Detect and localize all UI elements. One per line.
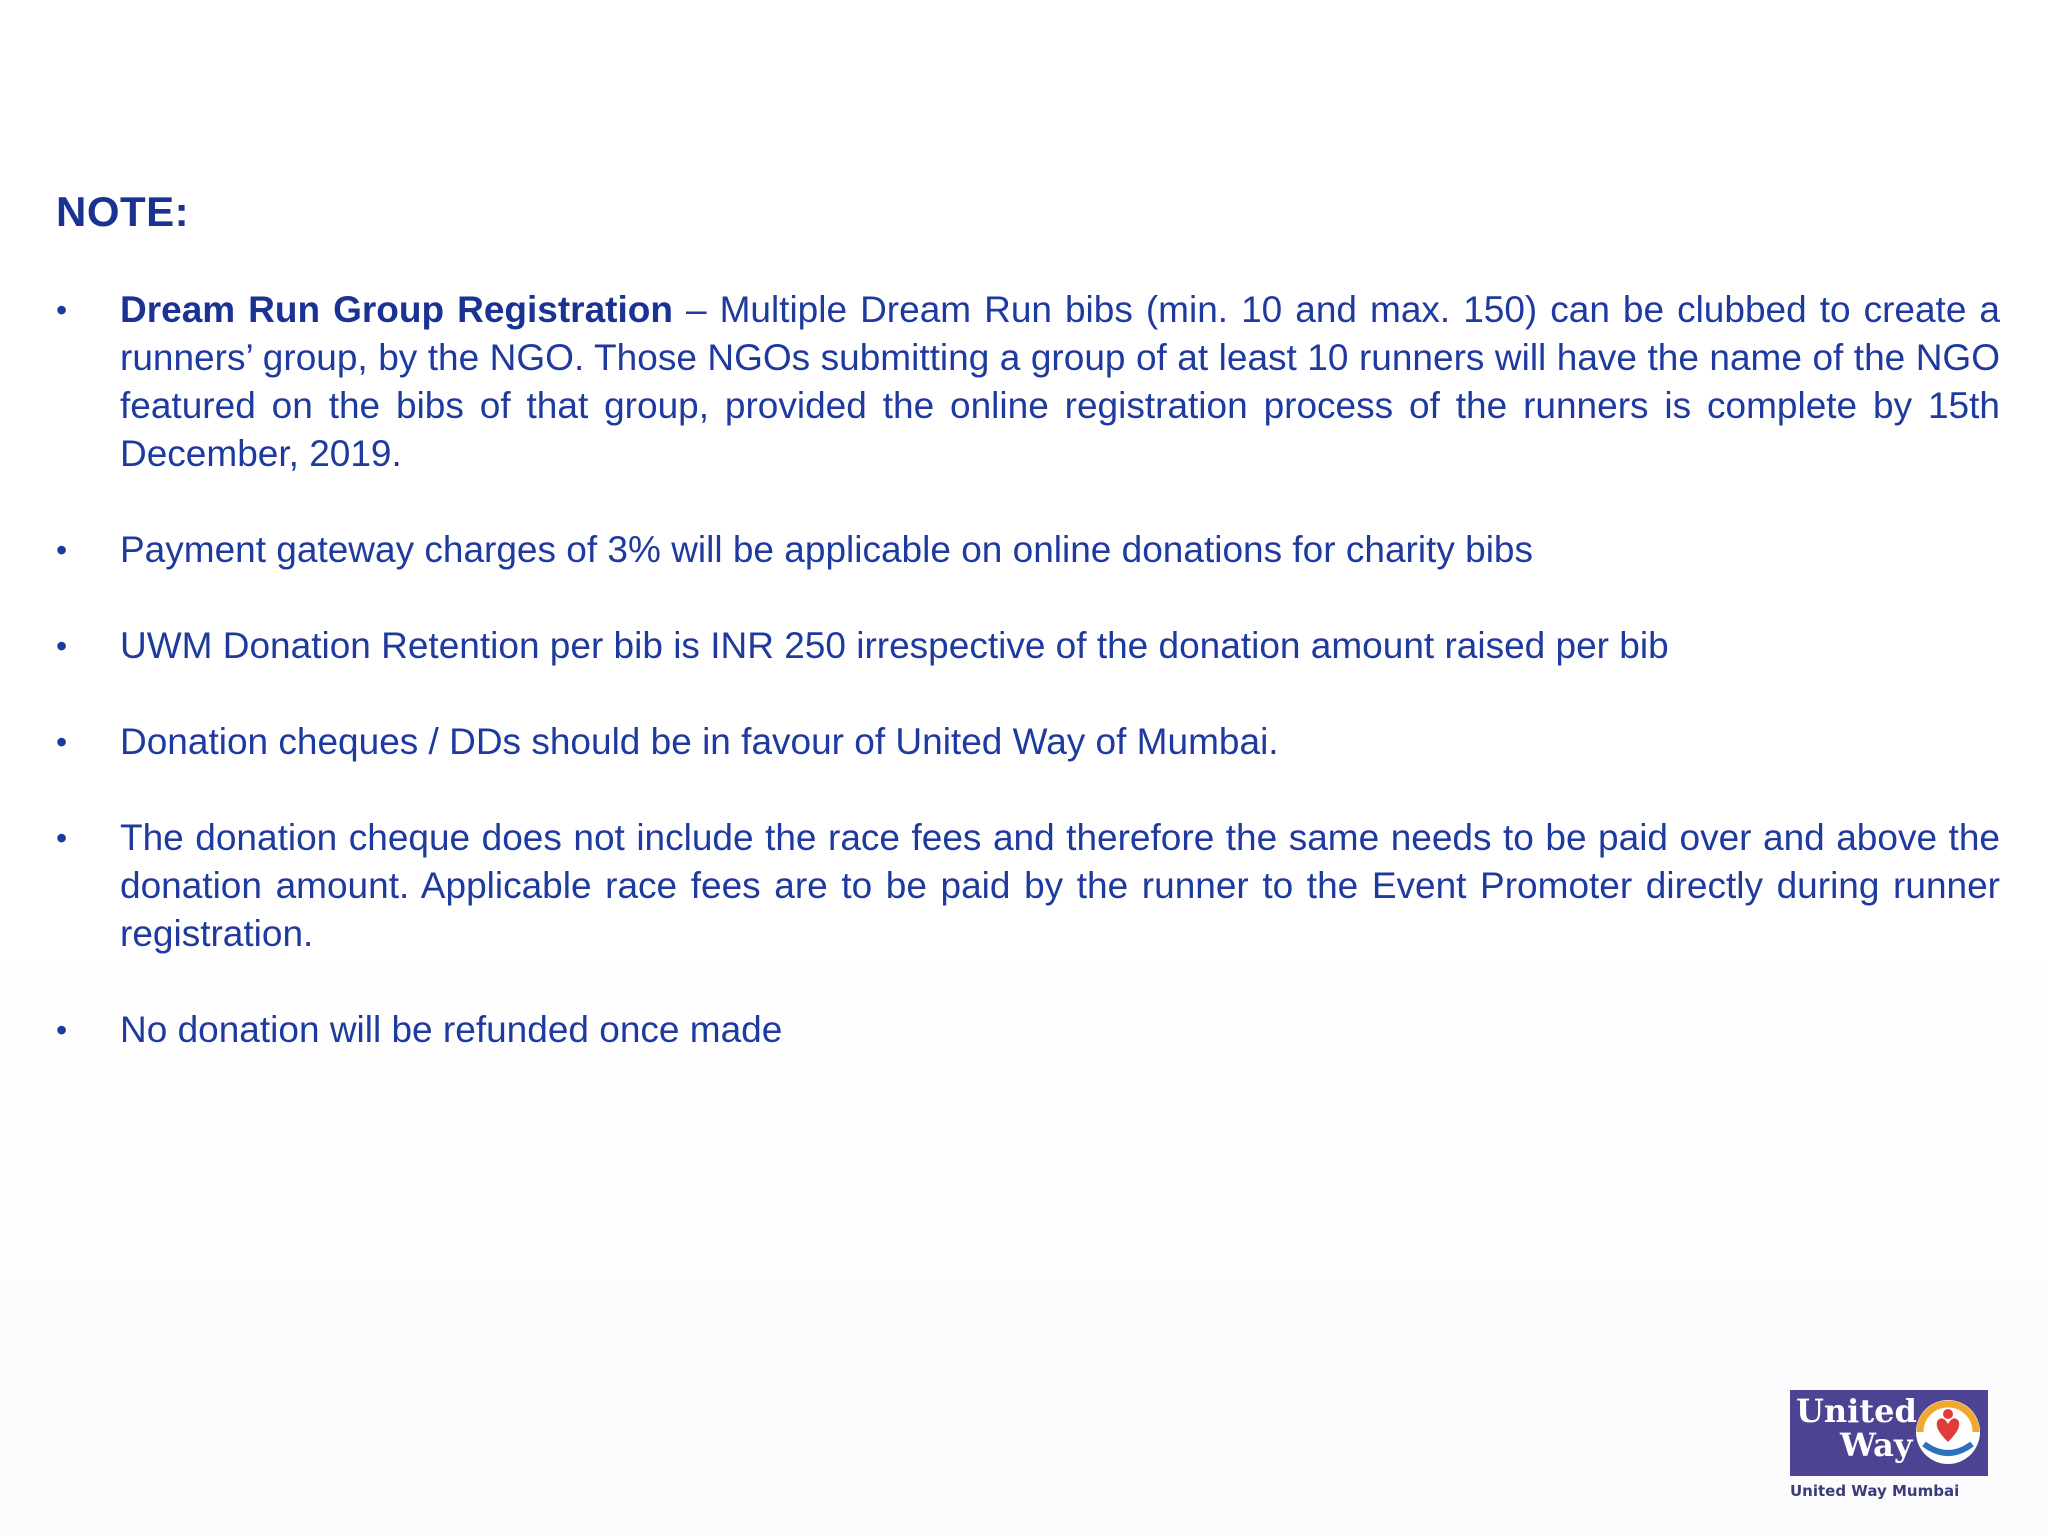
note-item-group-registration — [56, 286, 2000, 478]
note-item-no-refund — [56, 1006, 2000, 1054]
note-item-donation-retention — [56, 622, 2000, 670]
note-lead-text: Dream Run Group Registration — [120, 289, 673, 330]
bullet: • — [56, 1012, 68, 1048]
united-way-emblem-icon — [1912, 1396, 1984, 1468]
note-text: UWM Donation Retention per bib is INR 250 irrespective of the donation amount raised per bib — [120, 625, 1669, 666]
note-text: Payment gateway charges of 3% will be applicable on online donations for charity bibs — [120, 529, 1533, 570]
note-item-race-fees — [56, 814, 2000, 958]
logo-wordmark — [1796, 1394, 1917, 1462]
note-text: Donation cheques / DDs should be in favour of United Way of Mumbai. — [120, 721, 1279, 762]
bullet: • — [56, 628, 68, 664]
bullet: • — [56, 820, 68, 856]
united-way-logo — [1790, 1390, 1990, 1500]
note-text: – Multiple Dream Run bibs (min. 10 and max. 150) can be clubbed to create a runners’ group, by the NGO. Those NGOs submitting a group of at least 10 runners will have the name of the NGO featured on the bibs of that group, provided the online registration process of the runners is complete by 15th December, 2019. — [120, 289, 2000, 474]
logo-caption: United Way Mumbai — [1790, 1482, 1960, 1500]
note-text: No donation will be refunded once made — [120, 1009, 783, 1050]
logo-line-2: Way — [1840, 1426, 1913, 1464]
note-heading: NOTE: — [56, 188, 190, 235]
logo-line-1: United — [1796, 1392, 1917, 1430]
bullet: • — [56, 724, 68, 760]
note-item-payment-gateway — [56, 526, 2000, 574]
bullet: • — [56, 532, 68, 568]
logo-box — [1790, 1390, 1988, 1476]
note-item-cheques — [56, 718, 2000, 766]
note-text: The donation cheque does not include the race fees and therefore the same needs to be paid over and above the donation amount. Applicable race fees are to be paid by the runner to the Event Promoter directly during runner registration. — [120, 817, 2000, 954]
notes-list — [56, 286, 2000, 1054]
bullet: • — [56, 292, 68, 328]
